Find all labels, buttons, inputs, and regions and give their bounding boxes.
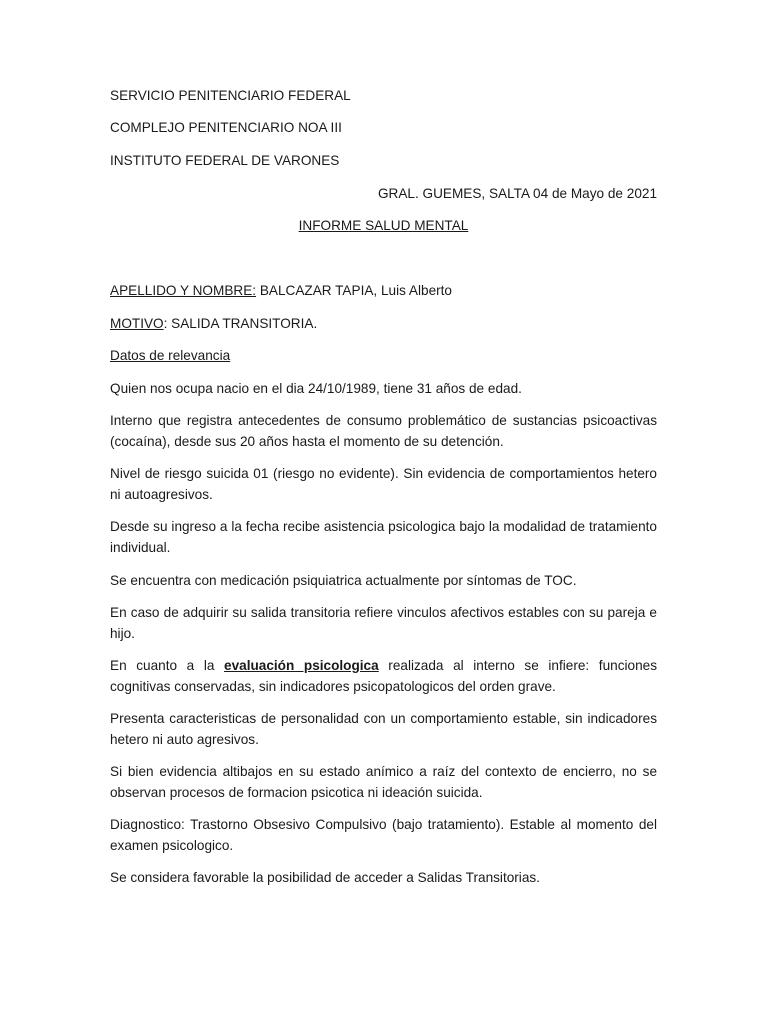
motivo-label: MOTIVO — [110, 316, 164, 331]
name-value: BALCAZAR TAPIA, Luis Alberto — [256, 283, 452, 298]
paragraph-mood: Si bien evidencia altibajos en su estado anímico a raíz del contexto de encierro, no se observan procesos de formacion psicotica ni ideación suicida. — [110, 764, 657, 800]
document-page — [110, 0, 657, 1024]
paragraph-personality: Presenta caracteristicas de personalidad con un comportamiento estable, sin indicadores hetero ni auto agresivos. — [110, 711, 657, 747]
name-field — [110, 282, 452, 300]
evaluation-rest: realizada al interno se infiere: funciones cognitivas conservadas, sin indicadores psicopatologicos del orden grave. — [110, 658, 657, 694]
evaluation-emphasis: evaluación psicologica — [224, 658, 379, 673]
paragraph-family-ties: En caso de adquirir su salida transitoria refiere vinculos afectivos estables con su pareja e hijo. — [110, 605, 657, 641]
section-heading: Datos de relevancia — [110, 348, 231, 363]
paragraph-diagnosis: Diagnostico: Trastorno Obsesivo Compulsivo (bajo tratamiento). Estable al momento del examen psicologico. — [110, 817, 657, 853]
header-line-complex: COMPLEJO PENITENCIARIO NOA III — [110, 120, 342, 135]
evaluation-intro: En cuanto a la — [110, 658, 225, 673]
motivo-value: : SALIDA TRANSITORIA. — [163, 316, 318, 331]
paragraph-evaluation — [110, 656, 657, 697]
header-line-institute: INSTITUTO FEDERAL DE VARONES — [110, 153, 340, 168]
paragraph-substance-history: Interno que registra antecedentes de consumo problemático de sustancias psicoactivas (cocaína), desde sus 20 años hasta el momento de su detención. — [110, 413, 657, 449]
paragraph-age: Quien nos ocupa nacio en el dia 24/10/1989, tiene 31 años de edad. — [110, 381, 522, 396]
paragraph-conclusion: Se considera favorable la posibilidad de acceder a Salidas Transitorias. — [110, 870, 540, 885]
name-label: APELLIDO Y NOMBRE: — [110, 283, 257, 298]
motivo-field — [110, 315, 317, 333]
paragraph-medication: Se encuentra con medicación psiquiatrica actualmente por síntomas de TOC. — [110, 573, 577, 588]
paragraph-suicide-risk: Nivel de riesgo suicida 01 (riesgo no evidente). Sin evidencia de comportamientos hetero ni autoagresivos. — [110, 466, 657, 502]
place-date-line: GRAL. GUEMES, SALTA 04 de Mayo de 2021 — [377, 186, 657, 201]
report-title: INFORME SALUD MENTAL — [298, 218, 469, 233]
header-line-institution: SERVICIO PENITENCIARIO FEDERAL — [110, 88, 351, 103]
paragraph-assistance: Desde su ingreso a la fecha recibe asistencia psicologica bajo la modalidad de tratamiento individual. — [110, 519, 657, 555]
